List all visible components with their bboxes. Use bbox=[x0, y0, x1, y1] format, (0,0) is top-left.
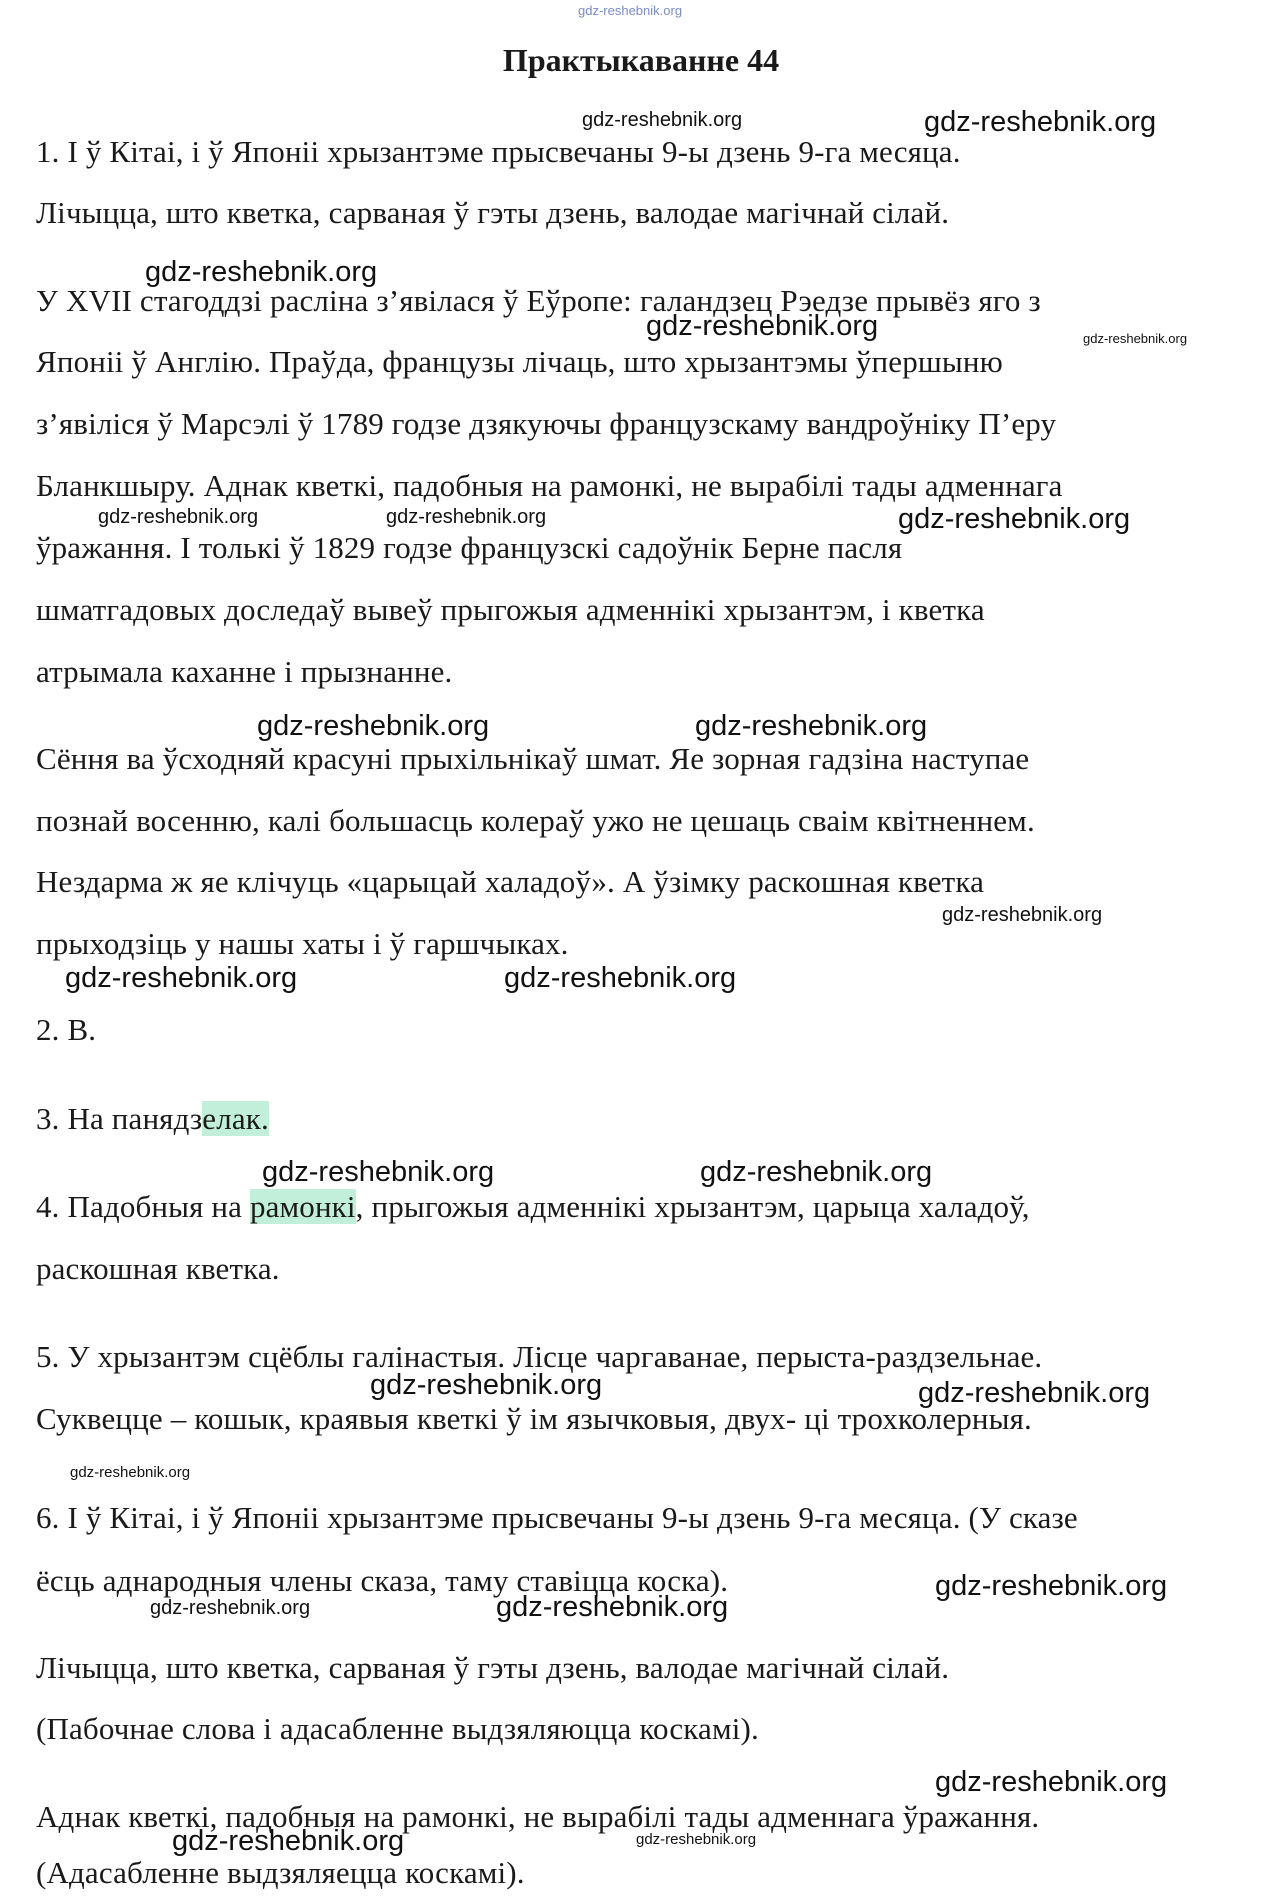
answer-4-suffix: , прыгожыя адменнікі хрызантэм, царыца халадоў, bbox=[355, 1189, 1030, 1224]
watermark: gdz-reshebnik.org bbox=[262, 1156, 495, 1188]
watermark: gdz-reshebnik.org bbox=[695, 710, 928, 742]
text-line: 6. І ў Кітаі, і ў Японіі хрызантэме прысвечаны 9-ы дзень 9-га месяца. (У сказе bbox=[36, 1500, 1078, 1535]
text-line: 2. В. bbox=[36, 1012, 97, 1047]
watermark: gdz-reshebnik.org bbox=[898, 503, 1131, 535]
text-line: (Пабочнае слова і адасабленне выдзяляюцца коскамі). bbox=[36, 1711, 759, 1746]
watermark: gdz-reshebnik.org bbox=[700, 1156, 933, 1188]
answer-3-highlight: елак. bbox=[202, 1101, 269, 1136]
watermark: gdz-reshebnik.org bbox=[918, 1377, 1151, 1409]
watermark: gdz-reshebnik.org bbox=[145, 256, 378, 288]
watermark: gdz-reshebnik.org bbox=[98, 506, 259, 528]
text-line: Сёння ва ўсходняй красуні прыхільнікаў шмат. Яе зорная гадзіна наступае bbox=[36, 741, 1030, 776]
text-line: Нездарма ж яе клічуць «царыцай халадоў». А ўзімку раскошная кветка bbox=[36, 864, 984, 899]
watermark: gdz-reshebnik.org bbox=[582, 109, 743, 131]
text-line: шматгадовых доследаў вывеў прыгожыя адменнікі хрызантэм, і кветка bbox=[36, 592, 985, 627]
watermark: gdz-reshebnik.org bbox=[935, 1570, 1168, 1602]
text-line: 5. У хрызантэм сцёблы галінастыя. Лісце чаргаванае, перыста-раздзельнае. bbox=[36, 1339, 1043, 1374]
header-watermark: gdz-reshebnik.org bbox=[578, 3, 683, 18]
watermark: gdz-reshebnik.org bbox=[257, 710, 490, 742]
watermark: gdz-reshebnik.org bbox=[496, 1591, 729, 1623]
watermark: gdz-reshebnik.org bbox=[150, 1597, 311, 1619]
watermark: gdz-reshebnik.org bbox=[1083, 331, 1188, 346]
answer-3-line bbox=[36, 1099, 269, 1139]
text-line: раскошная кветка. bbox=[36, 1251, 280, 1286]
watermark: gdz-reshebnik.org bbox=[646, 310, 879, 342]
watermark: gdz-reshebnik.org bbox=[924, 106, 1157, 138]
text-line: Лічыцца, што кветка, сарваная ў гэты дзень, валодае магічнай сілай. bbox=[36, 1650, 950, 1685]
watermark: gdz-reshebnik.org bbox=[935, 1766, 1168, 1798]
text-line: Лічыцца, што кветка, сарваная ў гэты дзень, валодае магічнай сілай. bbox=[36, 195, 950, 230]
watermark: gdz-reshebnik.org bbox=[70, 1464, 191, 1481]
watermark: gdz-reshebnik.org bbox=[172, 1825, 405, 1857]
watermark: gdz-reshebnik.org bbox=[942, 904, 1103, 926]
text-line: Аднак кветкі, падобныя на рамонкі, не вырабілі тады адменнага ўражання. bbox=[36, 1799, 1040, 1834]
page-title: Практыкаванне 44 bbox=[502, 42, 780, 78]
text-line: Японіі ў Англію. Праўда, французы лічаць, што хрызантэмы ўпершыню bbox=[36, 344, 1003, 379]
text-line: (Адасабленне выдзяляецца коскамі). bbox=[36, 1855, 525, 1890]
text-line: прыходзіць у нашы хаты і ў гаршчыках. bbox=[36, 926, 569, 961]
answer-4-prefix: 4. Падобныя на bbox=[36, 1189, 250, 1224]
text-line: з’явіліся ў Марсэлі ў 1789 годзе дзякуючы французскаму вандроўніку П’еру bbox=[36, 406, 1057, 441]
watermark: gdz-reshebnik.org bbox=[65, 962, 298, 994]
text-line: ёсць аднародныя члены сказа, таму ставіцца коска). bbox=[36, 1563, 729, 1598]
watermark: gdz-reshebnik.org bbox=[386, 506, 547, 528]
text-line: атрымала каханне і прызнанне. bbox=[36, 654, 453, 689]
answer-3-prefix: 3. На панядз bbox=[36, 1101, 203, 1136]
text-line: Бланкшыру. Аднак кветкі, падобныя на рамонкі, не вырабілі тады адменнага bbox=[36, 468, 1063, 503]
answer-4-line bbox=[36, 1187, 1030, 1227]
text-line: 1. І ў Кітаі, і ў Японіі хрызантэме прысвечаны 9-ы дзень 9-га месяца. bbox=[36, 134, 961, 169]
text-line: Суквецце – кошык, краявыя кветкі ў ім язычковыя, двух- ці трохколерныя. bbox=[36, 1401, 1032, 1436]
text-line: ўражання. І толькі ў 1829 годзе французскі садоўнік Берне пасля bbox=[36, 530, 903, 565]
watermark: gdz-reshebnik.org bbox=[370, 1369, 603, 1401]
answer-4-highlight: рамонкі bbox=[249, 1189, 356, 1224]
text-line: познай восенню, калі большасць колераў ужо не цешаць сваім квітненнем. bbox=[36, 803, 1035, 838]
watermark: gdz-reshebnik.org bbox=[504, 962, 737, 994]
text-line: У XVII стагоддзі расліна з’явілася ў Еўропе: галандзец Рэедзе прывёз яго з bbox=[36, 283, 1041, 318]
watermark: gdz-reshebnik.org bbox=[636, 1831, 757, 1848]
